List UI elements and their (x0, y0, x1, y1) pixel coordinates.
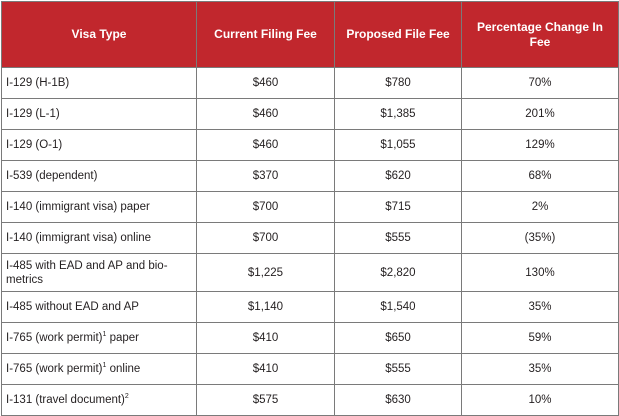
visa-type-label: I-129 (L-1) (6, 108, 60, 120)
table-row (2, 192, 619, 223)
table-body (2, 68, 619, 416)
cell-percentage-change: (35%) (462, 223, 619, 254)
header-current-filing-fee: Current Filing Fee (197, 2, 335, 68)
visa-type-label: I-765 (work permit) (6, 363, 103, 375)
cell-current-fee: $1,140 (197, 292, 335, 323)
cell-current-fee: $700 (197, 192, 335, 223)
cell-current-fee: $410 (197, 323, 335, 354)
table-row (2, 385, 619, 416)
cell-proposed-fee: $630 (335, 385, 462, 416)
cell-visa-type (2, 161, 197, 192)
cell-percentage-change: 2% (462, 192, 619, 223)
cell-proposed-fee: $620 (335, 161, 462, 192)
cell-percentage-change: 10% (462, 385, 619, 416)
visa-type-suffix: paper (106, 332, 140, 344)
cell-visa-type (2, 323, 197, 354)
cell-current-fee: $700 (197, 223, 335, 254)
visa-type-label: I-131 (travel document) (6, 394, 125, 406)
visa-type-label: I-485 without EAD and AP (6, 301, 139, 313)
cell-proposed-fee: $555 (335, 354, 462, 385)
visa-type-label: I-129 (H-1B) (6, 77, 70, 89)
table-row (2, 161, 619, 192)
cell-proposed-fee: $1,385 (335, 99, 462, 130)
table-row (2, 323, 619, 354)
cell-current-fee: $460 (197, 99, 335, 130)
cell-visa-type (2, 68, 197, 99)
table-row (2, 223, 619, 254)
cell-current-fee: $370 (197, 161, 335, 192)
cell-current-fee: $410 (197, 354, 335, 385)
table-row (2, 292, 619, 323)
cell-percentage-change: 68% (462, 161, 619, 192)
cell-proposed-fee: $1,540 (335, 292, 462, 323)
header-proposed-file-fee: Proposed File Fee (335, 2, 462, 68)
cell-visa-type (2, 292, 197, 323)
cell-percentage-change: 35% (462, 354, 619, 385)
visa-type-label: I-129 (O-1) (6, 139, 63, 151)
table-row (2, 130, 619, 161)
cell-percentage-change: 59% (462, 323, 619, 354)
table-row (2, 254, 619, 292)
cell-visa-type (2, 254, 197, 292)
cell-proposed-fee: $650 (335, 323, 462, 354)
cell-percentage-change: 130% (462, 254, 619, 292)
header-percentage-change: Percentage Change In Fee (462, 2, 619, 68)
visa-type-label: I-539 (dependent) (6, 170, 98, 182)
header-visa-type: Visa Type (2, 2, 197, 68)
visa-type-label: I-485 with EAD and AP and bio-metrics (6, 259, 168, 286)
cell-current-fee: $575 (197, 385, 335, 416)
visa-type-suffix: online (106, 363, 141, 375)
cell-visa-type (2, 385, 197, 416)
cell-visa-type (2, 223, 197, 254)
cell-percentage-change: 35% (462, 292, 619, 323)
cell-proposed-fee: $2,820 (335, 254, 462, 292)
cell-proposed-fee: $715 (335, 192, 462, 223)
cell-visa-type (2, 99, 197, 130)
visa-type-label: I-765 (work permit) (6, 332, 103, 344)
visa-type-label: I-140 (immigrant visa) online (6, 232, 152, 244)
cell-proposed-fee: $780 (335, 68, 462, 99)
visa-type-label: I-140 (immigrant visa) paper (6, 201, 150, 213)
cell-proposed-fee: $1,055 (335, 130, 462, 161)
cell-visa-type (2, 192, 197, 223)
cell-percentage-change: 70% (462, 68, 619, 99)
footnote-marker: 1 (102, 362, 107, 369)
cell-visa-type (2, 130, 197, 161)
footnote-marker: 1 (102, 331, 107, 338)
cell-current-fee: $460 (197, 68, 335, 99)
cell-current-fee: $460 (197, 130, 335, 161)
cell-percentage-change: 129% (462, 130, 619, 161)
table-row (2, 68, 619, 99)
cell-current-fee: $1,225 (197, 254, 335, 292)
table-header-row (2, 2, 619, 68)
footnote-marker: 2 (124, 393, 129, 400)
cell-proposed-fee: $555 (335, 223, 462, 254)
cell-visa-type (2, 354, 197, 385)
visa-fee-table (1, 1, 619, 416)
table-row (2, 99, 619, 130)
cell-percentage-change: 201% (462, 99, 619, 130)
table-row (2, 354, 619, 385)
